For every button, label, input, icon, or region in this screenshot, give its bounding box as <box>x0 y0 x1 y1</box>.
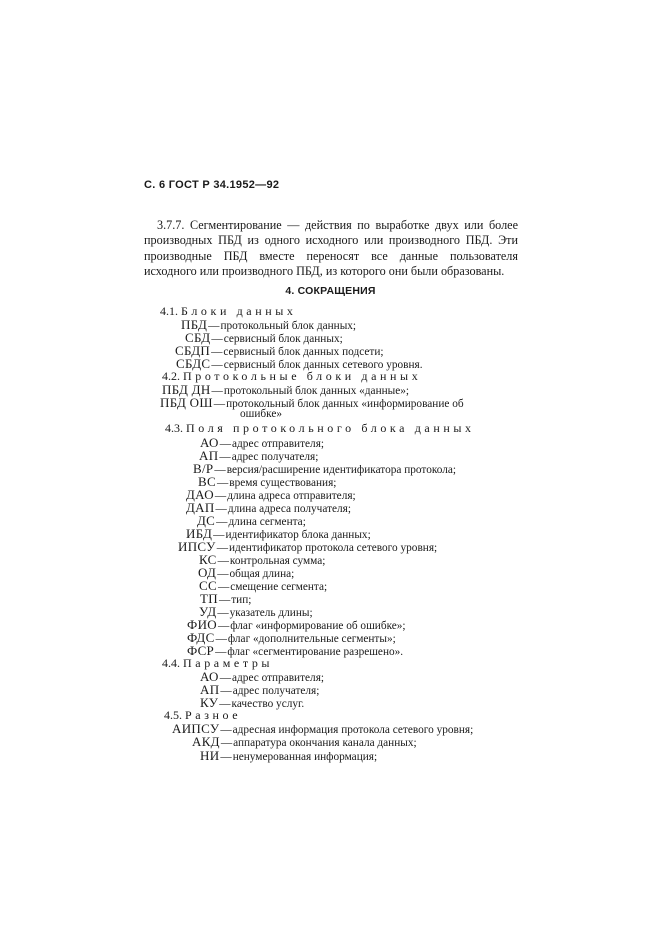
abbr-definition: сервисный блок данных подсети; <box>223 346 384 358</box>
abbr-term: АИПСУ <box>172 721 220 736</box>
abbr-definition: общая длина; <box>229 568 295 580</box>
abbr-definition: адресная информация протокола сетевого уровня; <box>232 724 474 736</box>
abbr-term: АО <box>200 435 219 450</box>
abbr-term: ТП <box>200 591 218 606</box>
subsection-title: Поля протокольного блока данных <box>186 421 475 435</box>
abbr-definition: аппаратура окончания канала данных; <box>233 737 417 749</box>
abbr-term: ИПСУ <box>178 539 216 554</box>
abbr-definition: ненумерованная информация; <box>232 751 378 763</box>
abbr-row: ИБД—идентификатор блока данных; <box>186 526 371 541</box>
abbr-term: ИБД <box>186 526 213 541</box>
abbr-definition: сервисный блок данных сетевого уровня. <box>223 359 423 371</box>
abbr-term: КУ <box>200 695 219 710</box>
abbr-definition: адрес отправителя; <box>232 672 325 684</box>
subsection-number: 4.3. <box>165 421 183 435</box>
subsection-number: 4.2. <box>162 369 180 383</box>
abbr-row: ФСР—флаг «сегментирование разрешено». <box>187 643 404 658</box>
abbr-term: НИ <box>200 748 220 763</box>
abbr-row: СБД—сервисный блок данных; <box>185 330 343 345</box>
abbr-row: ПБД ДН—протокольный блок данных «данные»; <box>162 382 410 397</box>
abbr-row: НИ—ненумерованная информация; <box>200 748 378 763</box>
abbr-definition: протокольный блок данных «данные»; <box>223 385 410 397</box>
abbr-term: ФДС <box>187 630 215 645</box>
abbr-row: ДАП—длина адреса получателя; <box>186 500 352 515</box>
abbr-definition: протокольный блок данных; <box>220 320 357 332</box>
abbr-term: ДС <box>197 513 216 528</box>
abbr-definition: адрес отправителя; <box>232 438 325 450</box>
subsection-heading-4-3 <box>165 422 475 435</box>
abbr-term: В/Р <box>193 461 214 476</box>
abbr-row: АО—адрес отправителя; <box>200 669 325 684</box>
subsection-title: Разное <box>185 708 242 722</box>
abbr-definition: тип; <box>231 594 252 606</box>
abbr-row: ОД—общая длина; <box>198 565 295 580</box>
subsection-number: 4.1. <box>160 304 178 318</box>
abbr-term: АП <box>200 682 220 697</box>
abbr-definition: флаг «информирование об ошибке»; <box>230 620 406 632</box>
abbr-term: ОД <box>198 565 217 580</box>
abbr-term: АКД <box>192 734 220 749</box>
abbr-term: СБДС <box>176 356 211 371</box>
abbr-definition: идентификатор блока данных; <box>225 529 371 541</box>
abbr-row: АИПСУ—адресная информация протокола сетевого уровня; <box>172 721 474 736</box>
abbr-row: ДАО—длина адреса отправителя; <box>186 487 356 502</box>
subsection-title: Параметры <box>183 656 274 670</box>
abbr-definition: контрольная сумма; <box>229 555 326 567</box>
abbr-row: ДС—длина сегмента; <box>197 513 306 528</box>
abbr-definition: сервисный блок данных; <box>223 333 343 345</box>
abbr-term: СБД <box>185 330 211 345</box>
abbr-term: СС <box>199 578 217 593</box>
abbr-term: ПБД ОШ <box>160 395 213 410</box>
abbr-definition: длина адреса получателя; <box>227 503 352 515</box>
abbr-term: СБДП <box>175 343 211 358</box>
abbr-definition: смещение сегмента; <box>230 581 328 593</box>
abbr-definition: указатель длины; <box>229 607 313 619</box>
abbr-definition: адрес получателя; <box>232 685 320 697</box>
abbr-definition: длина сегмента; <box>228 516 306 528</box>
abbr-definition: время существования; <box>229 477 337 489</box>
abbr-row: АП—адрес получателя; <box>200 682 320 697</box>
abbr-row: КС—контрольная сумма; <box>199 552 326 567</box>
abbr-definition: адрес получателя; <box>231 451 319 463</box>
abbr-definition: идентификатор протокола сетевого уровня; <box>228 542 438 554</box>
abbr-term: АО <box>200 669 219 684</box>
abbr-row: АО—адрес отправителя; <box>200 435 325 450</box>
abbr-definition-continuation: ошибке» <box>240 408 283 420</box>
subsection-title: Протокольные блоки данных <box>183 369 422 383</box>
abbr-row: ПБД—протокольный блок данных; <box>181 317 357 332</box>
subsection-title: Блоки данных <box>181 304 297 318</box>
abbr-row: УД—указатель длины; <box>199 604 313 619</box>
abbr-row: ПБД ОШ—протокольный блок данных «информирование об <box>160 395 464 410</box>
abbr-term: ВС <box>198 474 216 489</box>
abbr-row: ФДС—флаг «дополнительные сегменты»; <box>187 630 396 645</box>
abbr-term: ФСР <box>187 643 215 658</box>
abbr-row: ФИО—флаг «информирование об ошибке»; <box>187 617 406 632</box>
abbr-term: ФИО <box>187 617 217 632</box>
abbr-definition: флаг «сегментирование разрешено». <box>227 646 404 658</box>
abbr-definition: версия/расширение идентификатора протокола; <box>226 464 457 476</box>
abbr-row: СБДП—сервисный блок данных подсети; <box>175 343 384 358</box>
abbr-row: ТП—тип; <box>200 591 252 606</box>
abbr-term: АП <box>199 448 219 463</box>
abbr-row: ИПСУ—идентификатор протокола сетевого уровня; <box>178 539 438 554</box>
abbr-term: ДАО <box>186 487 214 502</box>
abbr-term: ПБД <box>181 317 208 332</box>
abbr-definition: флаг «дополнительные сегменты»; <box>227 633 396 645</box>
abbr-row: КУ—качество услуг. <box>200 695 305 710</box>
abbr-term: ПБД ДН <box>162 382 211 397</box>
abbr-row: СБДС—сервисный блок данных сетевого уровня. <box>176 356 423 371</box>
abbr-term: ДАП <box>186 500 215 515</box>
abbr-term: КС <box>199 552 217 567</box>
paragraph-3-7-7: 3.7.7. Сегментирование — действия по выработке двух или более производных ПБД из одного исходного или производного ПБД. Эти производные ПБД вместе переносят все данные пользователя исходного или производного ПБД, из которого они были образованы. <box>144 218 518 279</box>
abbr-row: В/Р—версия/расширение идентификатора протокола; <box>193 461 457 476</box>
abbr-row: АКД—аппаратура окончания канала данных; <box>192 734 417 749</box>
abbr-definition: протокольный блок данных «информирование об <box>226 398 464 410</box>
abbr-definition: длина адреса отправителя; <box>227 490 356 502</box>
subsection-number: 4.5. <box>164 708 182 722</box>
abbr-definition: качество услуг. <box>231 698 305 710</box>
abbr-row: ВС—время существования; <box>198 474 337 489</box>
abbr-row: АП—адрес получателя; <box>199 448 319 463</box>
subsection-number: 4.4. <box>162 656 180 670</box>
page-header: С. 6 ГОСТ Р 34.1952—92 <box>144 179 280 191</box>
abbr-row: СС—смещение сегмента; <box>199 578 328 593</box>
abbr-term: УД <box>199 604 217 619</box>
section-title: 4. СОКРАЩЕНИЯ <box>285 285 376 297</box>
